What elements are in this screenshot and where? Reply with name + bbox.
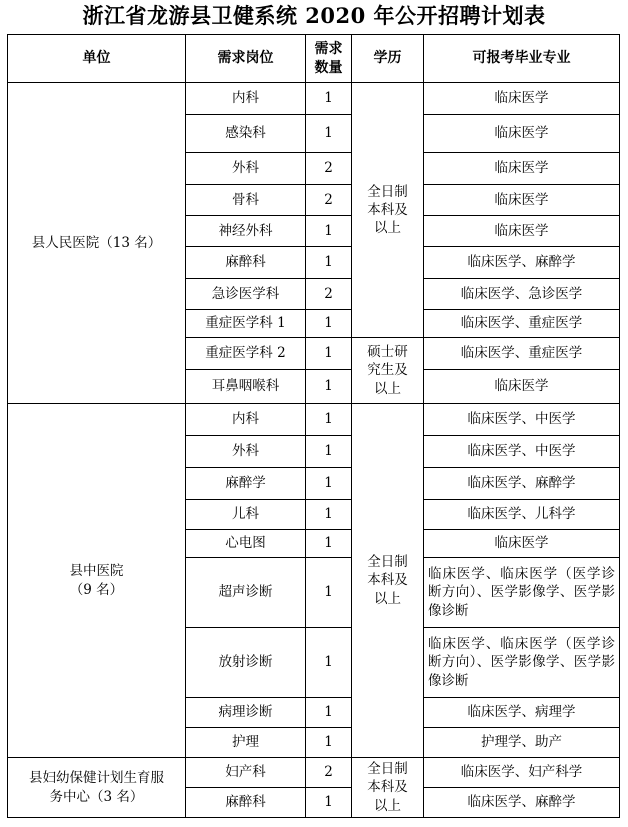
count-cell: 1: [306, 83, 352, 115]
count-cell: 2: [306, 185, 352, 216]
majors-cell: 临床医学、临床医学（医学诊断方向）、医学影像学、医学影像诊断: [424, 628, 620, 698]
count-cell: 2: [306, 758, 352, 788]
header-unit: 单位: [8, 35, 186, 83]
count-cell: 1: [306, 370, 352, 404]
header-education: 学历: [352, 35, 424, 83]
position-cell: 放射诊断: [186, 628, 306, 698]
unit-cell: 县人民医院（13 名）: [8, 83, 186, 404]
position-cell: 骨科: [186, 185, 306, 216]
count-cell: 1: [306, 628, 352, 698]
position-cell: 超声诊断: [186, 558, 306, 628]
table-row: [8, 758, 620, 788]
position-cell: 内科: [186, 404, 306, 436]
count-cell: 2: [306, 279, 352, 310]
position-cell: 重症医学科 2: [186, 338, 306, 370]
majors-cell: 临床医学、重症医学: [424, 338, 620, 370]
count-cell: 1: [306, 558, 352, 628]
position-cell: 妇产科: [186, 758, 306, 788]
majors-cell: 临床医学、中医学: [424, 436, 620, 468]
majors-cell: 临床医学: [424, 530, 620, 558]
count-cell: 1: [306, 216, 352, 247]
page-title: 浙江省龙游县卫健系统 2020 年公开招聘计划表: [82, 3, 546, 28]
majors-cell: 临床医学、儿科学: [424, 500, 620, 530]
majors-cell: 临床医学、中医学: [424, 404, 620, 436]
count-cell: 1: [306, 404, 352, 436]
education-cell: 全日制 本科及 以上: [352, 758, 424, 818]
education-cell: 硕士研 究生及 以上: [352, 338, 424, 404]
count-cell: 1: [306, 338, 352, 370]
position-cell: 外科: [186, 436, 306, 468]
majors-cell: 临床医学、病理学: [424, 698, 620, 728]
position-cell: 感染科: [186, 115, 306, 153]
majors-cell: 临床医学、重症医学: [424, 310, 620, 338]
count-cell: 1: [306, 728, 352, 758]
count-cell: 1: [306, 436, 352, 468]
majors-cell: 临床医学、急诊医学: [424, 279, 620, 310]
education-cell: 全日制 本科及 以上: [352, 83, 424, 338]
position-cell: 急诊医学科: [186, 279, 306, 310]
header-row: [8, 35, 620, 83]
position-cell: 心电图: [186, 530, 306, 558]
table-row: [8, 404, 620, 436]
position-cell: 外科: [186, 153, 306, 185]
position-cell: 耳鼻咽喉科: [186, 370, 306, 404]
count-cell: 1: [306, 698, 352, 728]
header-count: 需求 数量: [306, 35, 352, 83]
count-cell: 1: [306, 247, 352, 279]
majors-cell: 临床医学、妇产科学: [424, 758, 620, 788]
majors-cell: 临床医学: [424, 185, 620, 216]
majors-cell: 护理学、助产: [424, 728, 620, 758]
position-cell: 内科: [186, 83, 306, 115]
count-cell: 1: [306, 500, 352, 530]
majors-cell: 临床医学: [424, 83, 620, 115]
unit-cell: 县妇幼保健计划生育服 务中心（3 名）: [8, 758, 186, 818]
majors-cell: 临床医学、临床医学（医学诊断方向）、医学影像学、医学影像诊断: [424, 558, 620, 628]
position-cell: 重症医学科 1: [186, 310, 306, 338]
majors-cell: 临床医学、麻醉学: [424, 788, 620, 818]
position-cell: 麻醉科: [186, 247, 306, 279]
position-cell: 儿科: [186, 500, 306, 530]
majors-cell: 临床医学: [424, 115, 620, 153]
header-majors: 可报考毕业专业: [424, 35, 620, 83]
position-cell: 神经外科: [186, 216, 306, 247]
unit-cell: 县中医院 （9 名）: [8, 404, 186, 758]
position-cell: 麻醉学: [186, 468, 306, 500]
count-cell: 1: [306, 788, 352, 818]
count-cell: 1: [306, 310, 352, 338]
majors-cell: 临床医学: [424, 153, 620, 185]
recruitment-table: [7, 34, 620, 818]
position-cell: 护理: [186, 728, 306, 758]
majors-cell: 临床医学、麻醉学: [424, 468, 620, 500]
majors-cell: 临床医学: [424, 370, 620, 404]
education-cell: 全日制 本科及 以上: [352, 404, 424, 758]
table-row: [8, 83, 620, 115]
majors-cell: 临床医学、麻醉学: [424, 247, 620, 279]
position-cell: 麻醉科: [186, 788, 306, 818]
position-cell: 病理诊断: [186, 698, 306, 728]
count-cell: 1: [306, 115, 352, 153]
header-position: 需求岗位: [186, 35, 306, 83]
count-cell: 1: [306, 468, 352, 500]
majors-cell: 临床医学: [424, 216, 620, 247]
count-cell: 1: [306, 530, 352, 558]
count-cell: 2: [306, 153, 352, 185]
